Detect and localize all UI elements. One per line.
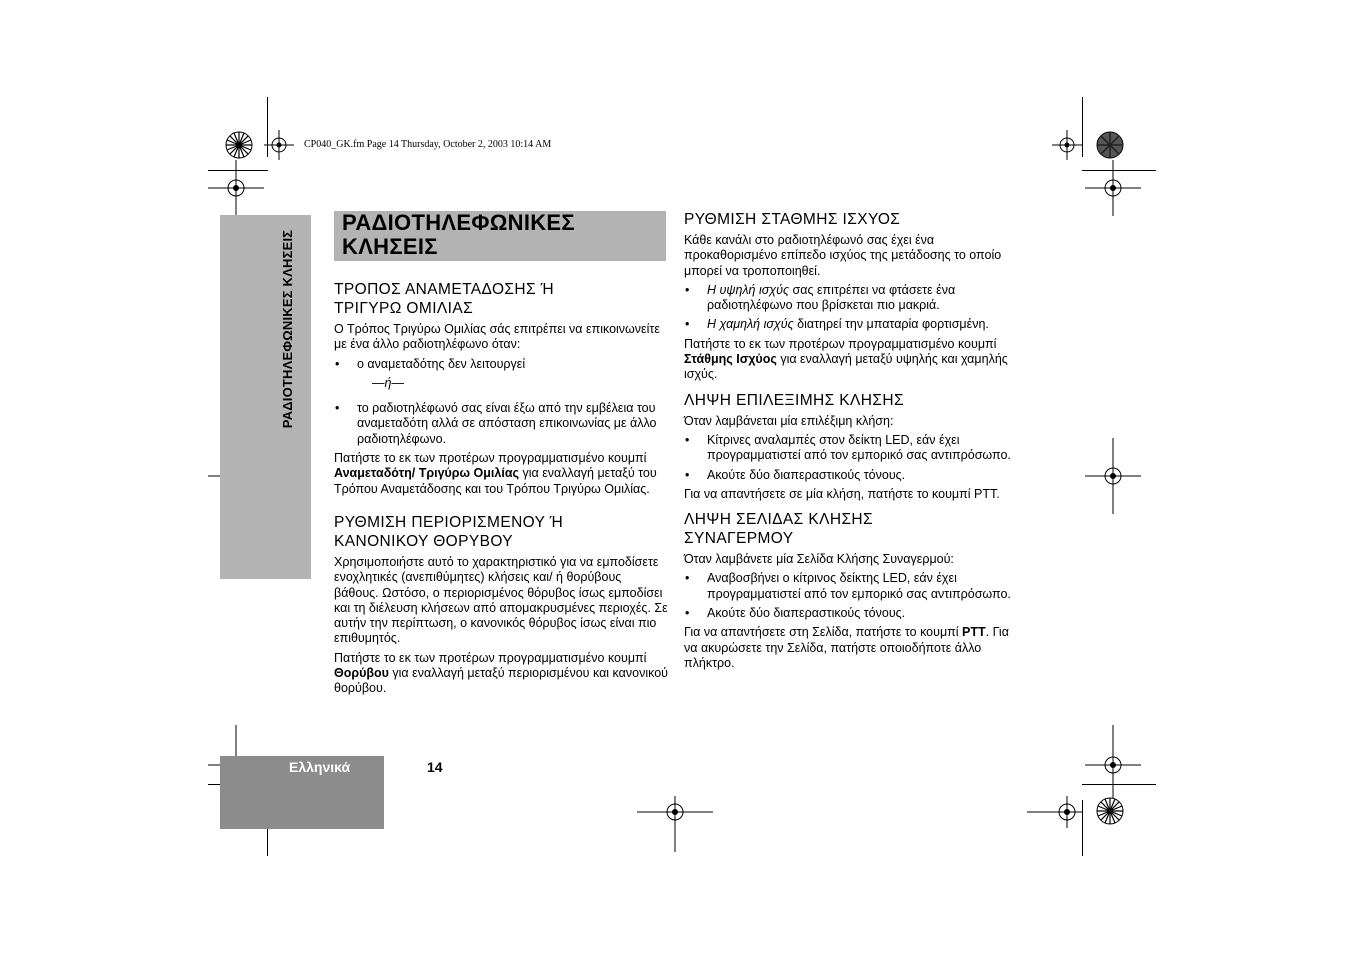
section-heading-squelch: ΡΥΘΜΙΣΗ ΠΕΡΙΟΡΙΣΜΕΝΟΥ Ή ΚΑΝΟΝΙΚΟΥ ΘΟΡΥΒΟΥ [334,513,564,550]
section-heading-selective-call: ΛΗΨΗ ΕΠΙΛΕΞΙΜΗΣ ΚΛΗΣΗΣ [684,391,904,409]
paragraph: Όταν λαμβάνεται μία επιλέξιμη κλήση: [684,413,894,428]
footer-language: Ελληνικά [289,759,351,775]
section-heading-power-level: ΡΥΘΜΙΣΗ ΣΤΑΘΜΗΣ ΙΣΧΥΟΣ [684,211,901,228]
list-item: • Η χαμηλή ισχύς διατηρεί την μπαταρία φορτισμένη. [684,317,1014,332]
paragraph: Για να απαντήσετε στη Σελίδα, πατήστε το κουμπί PTT. Για να ακυρώσετε την Σελίδα, πατήστε οποιοδήποτε άλλο πλήκτρο. [684,625,1009,670]
right-column [684,210,1014,675]
or-separator: —ή— [372,375,404,390]
crosshair-icon [1085,725,1141,803]
left-column [334,280,669,701]
starburst-target-dark-icon [1095,130,1125,160]
list-item: • το ραδιοτηλέφωνό σας είναι έξω από την εμβέλεια του αναμεταδότη αλλά σε απόσταση επικοινωνίας με άλλο ραδιοτηλέφωνο. [334,401,669,447]
paragraph: Πατήστε το εκ των προτέρων προγραμματισμένο κουμπί Αναμεταδότη/ Τριγύρω Ομιλίας για εναλλαγή μεταξύ του Τρόπου Αναμετάδοσης και του Τρόπου Τριγύρω Ομιλίας. [334,451,657,496]
crosshair-icon [1052,130,1082,160]
list-item: • Ακούτε δύο διαπεραστικούς τόνους. [684,468,1014,483]
paragraph: Χρησιμοποιήστε αυτό το χαρακτηριστικό για να εμποδίσετε ενοχλητικές (ανεπιθύμητες) κλήσεις και/ ή θορύβους βάθους. Ωστόσο, ο περιορισμένος θόρυβος ίσως εμποδίσει και τη διέλευση κλήσεων από απομακρυσμένες περιοχές. Σε αυτήν την περίπτωση, ο κανονικός θόρυβος ίσως είναι πιο επιθυμητός. [334,554,668,646]
side-chapter-label: ΡΑΔΙΟΤΗΛΕΦΩΝΙΚΕΣ ΚΛΗΣΕΙΣ [280,229,295,429]
paragraph: Ο Τρόπος Τριγύρω Ομιλίας σάς επιτρέπει να επικοινωνείτε με ένα άλλο ραδιοτηλέφωνο όταν: [334,322,660,352]
section-heading-talkaround: ΤΡΟΠΟΣ ΑΝΑΜΕΤΑΔΟΣΗΣ Ή ΤΡΙΓΥΡΩ ΟΜΙΛΙΑΣ [334,281,555,317]
list-item: • ο αναμεταδότης δεν λειτουργεί [334,357,669,372]
bullet-list [684,283,1014,333]
paragraph: Όταν λαμβάνετε μία Σελίδα Κλήσης Συναγερμού: [684,552,954,567]
list-item: • Κίτρινες αναλαμπές στον δείκτη LED, εάν έχει προγραμματιστεί από τον εμπορικό σας αντιπρόσωπο. [684,433,1014,464]
list-item: • Η υψηλή ισχύς σας επιτρέπει να φτάσετε ένα ραδιοτηλέφωνο που βρίσκεται πιο μακριά. [684,283,1014,314]
list-item: • Ακούτε δύο διαπεραστικούς τόνους. [684,606,1014,621]
chapter-title-box [334,211,666,261]
starburst-target-icon [1095,796,1125,826]
chapter-title: ΡΑΔΙΟΤΗΛΕΦΩΝΙΚΕΣ ΚΛΗΣΕΙΣ [342,210,575,259]
side-chapter-tab [220,215,311,579]
starburst-target-icon [224,130,254,160]
bullet-list [684,571,1014,621]
paragraph: Πατήστε το εκ των προτέρων προγραμματισμένο κουμπί Θορύβου για εναλλαγή μεταξύ περιορισμένου και κανονικού θορύβου. [334,650,668,696]
bullet-list [334,357,669,372]
section-heading-call-alert: ΛΗΨΗ ΣΕΛΙΔΑΣ ΚΛΗΣΗΣ ΣΥΝΑΓΕΡΜΟΥ [684,511,873,548]
bullet-list [684,433,1014,483]
paragraph: Πατήστε το εκ των προτέρων προγραμματισμένο κουμπί Στάθμης Ισχύος για εναλλαγή μεταξύ υψηλής και χαμηλής ισχύς. [684,336,1008,382]
print-slug: CP040_GK.fm Page 14 Thursday, October 2, 2003 10:14 AM [304,139,552,150]
crosshair-icon [208,160,264,216]
paragraph: Κάθε κανάλι στο ραδιοτηλέφωνό σας έχει ένα προκαθορισμένο επίπεδο ισχύος της μετάδοσης το οποίο μπορεί να τροποποιηθεί. [684,233,1002,278]
paragraph: Για να απαντήσετε σε μία κλήση, πατήστε το κουμπί PTT. [684,486,1000,501]
crosshair-icon [1085,438,1141,514]
crosshair-icon [1085,160,1141,216]
crosshair-icon [637,796,713,852]
list-item: • Αναβοσβήνει ο κίτρινος δείκτης LED, εάν έχει προγραμματιστεί από τον εμπορικό σας αντιπρόσωπο. [684,571,1014,602]
bullet-list [334,401,669,447]
crosshair-icon [1027,796,1083,828]
page-number: 14 [427,759,443,775]
